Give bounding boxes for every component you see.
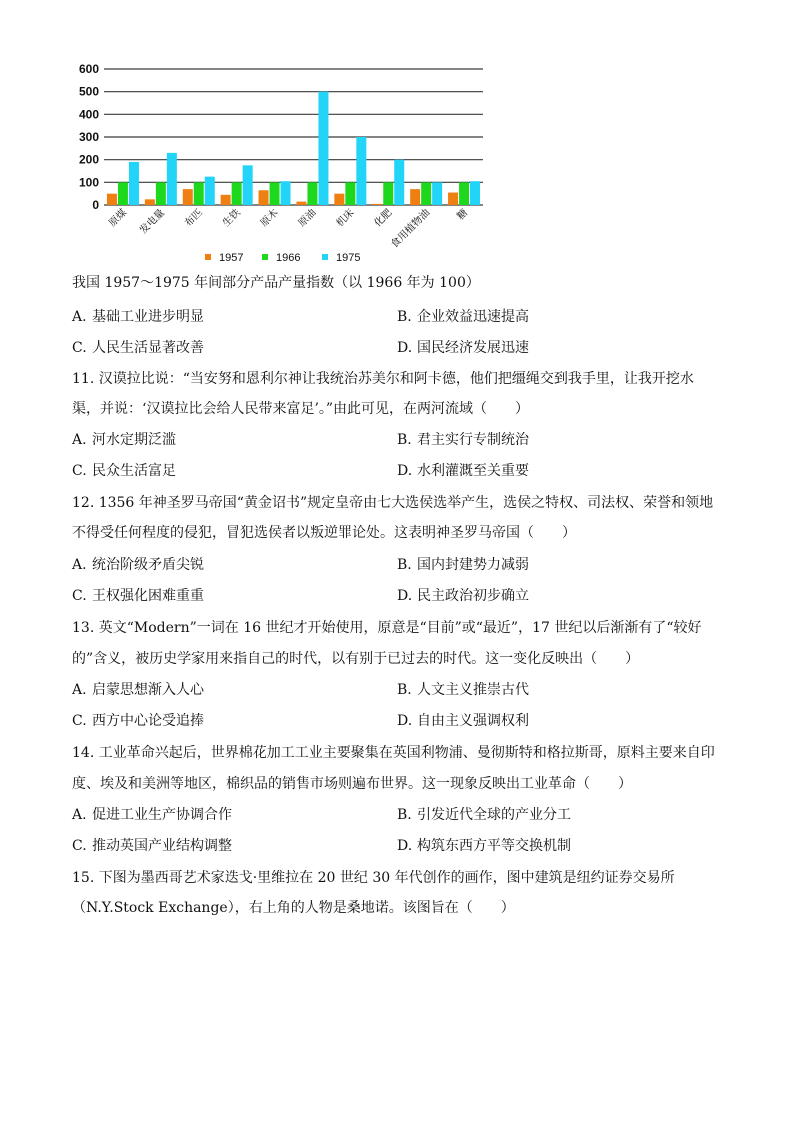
bar bbox=[232, 182, 242, 205]
option-label: B. bbox=[397, 682, 412, 698]
option-text: 启蒙思想渐入人心 bbox=[92, 682, 204, 698]
bar bbox=[459, 182, 469, 205]
q15-stem-line-2: （N.Y.Stock Exchange），右上角的人物是桑地诺。该图旨在（ ） bbox=[72, 900, 515, 916]
bar bbox=[432, 182, 442, 205]
legend-label: 1966 bbox=[276, 252, 301, 264]
chart-caption: 我国 1957～1975 年间部分产品产量指数（以 1966 年为 100） bbox=[72, 275, 480, 291]
option-text: 君主实行专制统治 bbox=[417, 432, 529, 448]
bar bbox=[345, 182, 355, 205]
option-label: C. bbox=[72, 838, 87, 854]
option-label: D. bbox=[397, 838, 413, 854]
x-tick-label: 原木 bbox=[258, 207, 281, 230]
y-tick-label: 0 bbox=[92, 198, 99, 212]
option-label: A. bbox=[72, 682, 87, 698]
option-text: 自由主义强调权利 bbox=[417, 713, 529, 729]
bar bbox=[281, 181, 291, 205]
option-text: 民众生活富足 bbox=[92, 463, 176, 479]
q11-option-c[interactable] bbox=[72, 461, 176, 481]
bar bbox=[394, 160, 404, 205]
option-text: 国民经济发展迅速 bbox=[417, 340, 529, 356]
bar bbox=[183, 189, 193, 205]
bar bbox=[259, 190, 269, 205]
option-label: A. bbox=[72, 432, 87, 448]
option-label: C. bbox=[72, 463, 87, 479]
bar bbox=[356, 137, 366, 205]
option-text: 人民生活显著改善 bbox=[92, 340, 204, 356]
q11-option-b[interactable] bbox=[397, 430, 529, 450]
option-text: 统治阶级矛盾尖锐 bbox=[92, 557, 204, 573]
x-tick-label: 原油 bbox=[296, 207, 319, 230]
bar bbox=[205, 177, 215, 205]
option-text: 基础工业进步明显 bbox=[92, 309, 204, 325]
option-text: 水利灌溉至关重要 bbox=[417, 463, 529, 479]
option-text: 企业效益迅速提高 bbox=[417, 309, 529, 325]
option-text: 人文主义推崇古代 bbox=[417, 682, 529, 698]
option-label: C. bbox=[72, 340, 87, 356]
option-label: A. bbox=[72, 557, 87, 573]
q14-option-a[interactable] bbox=[72, 805, 232, 825]
q14-option-c[interactable] bbox=[72, 836, 232, 856]
q13-option-b[interactable] bbox=[397, 680, 529, 700]
q11-stem-line-1: 11. 汉谟拉比说：“当安努和恩利尔神让我统治苏美尔和阿卡德，他们把缰绳交到我手里，让我开挖水 bbox=[72, 371, 694, 387]
q13-option-a[interactable] bbox=[72, 680, 204, 700]
bar bbox=[383, 182, 393, 205]
legend-swatch bbox=[322, 254, 328, 260]
bar bbox=[107, 194, 117, 205]
x-tick-label: 发电量 bbox=[137, 207, 167, 237]
bar bbox=[421, 182, 431, 205]
production-index-chart bbox=[60, 58, 500, 273]
bar bbox=[194, 182, 204, 205]
q14-option-b[interactable] bbox=[397, 805, 571, 825]
y-tick-label: 100 bbox=[78, 175, 99, 190]
option-label: D. bbox=[397, 463, 413, 479]
q14-stem-line-2: 度、埃及和美洲等地区，棉织品的销售市场则遍布世界。这一现象反映出工业革命（ ） bbox=[72, 776, 632, 792]
q10-option-a[interactable] bbox=[72, 307, 204, 327]
option-label: A. bbox=[72, 309, 87, 325]
q13-stem-line-1: 13. 英文“Modern”一词在 16 世纪才开始使用，原意是“目前”或“最近”，17 世纪以后渐渐有了“较好 bbox=[72, 620, 702, 636]
q13-option-c[interactable] bbox=[72, 711, 204, 731]
option-label: C. bbox=[72, 588, 87, 604]
y-tick-label: 200 bbox=[78, 152, 99, 167]
option-label: B. bbox=[397, 807, 412, 823]
option-text: 引发近代全球的产业分工 bbox=[417, 807, 571, 823]
q10-option-d[interactable] bbox=[397, 338, 529, 358]
q12-option-b[interactable] bbox=[397, 555, 529, 575]
legend-label: 1957 bbox=[219, 252, 244, 264]
option-label: D. bbox=[397, 340, 413, 356]
option-text: 西方中心论受追捧 bbox=[92, 713, 204, 729]
y-tick-label: 300 bbox=[78, 130, 99, 144]
q15-stem-line-1: 15. 下图为墨西哥艺术家迭戈·里维拉在 20 世纪 30 年代创作的画作，图中建筑是纽约证券交易所 bbox=[72, 870, 675, 886]
option-text: 构筑东西方平等交换机制 bbox=[417, 838, 571, 854]
option-label: B. bbox=[397, 309, 412, 325]
x-tick-label: 糖 bbox=[455, 207, 471, 223]
option-label: A. bbox=[72, 807, 87, 823]
y-tick-label: 500 bbox=[78, 84, 99, 99]
bar bbox=[372, 204, 382, 205]
bar bbox=[448, 193, 458, 205]
bar bbox=[167, 153, 177, 205]
x-tick-label: 化肥 bbox=[372, 207, 395, 230]
q14-stem-line-1: 14. 工业革命兴起后，世界棉花加工工业主要聚集在英国利物浦、曼彻斯特和格拉斯哥，原料主要来自印 bbox=[72, 745, 715, 761]
bar bbox=[156, 182, 166, 205]
q12-stem-line-1: 12. 1356 年神圣罗马帝国“黄金诏书”规定皇帝由七大选侯选举产生，选侯之特权、司法权、荣誉和领地 bbox=[72, 495, 714, 511]
bar bbox=[410, 189, 420, 205]
q13-stem-line-2: 的”含义，被历史学家用来指自己的时代，以有别于已过去的时代。这一变化反映出（ ） bbox=[72, 651, 640, 667]
option-text: 推动英国产业结构调整 bbox=[92, 838, 232, 854]
option-label: B. bbox=[397, 557, 412, 573]
option-label: D. bbox=[397, 713, 413, 729]
bar bbox=[318, 92, 328, 205]
y-tick-label: 600 bbox=[78, 62, 99, 76]
q12-option-c[interactable] bbox=[72, 586, 204, 606]
bar bbox=[129, 162, 139, 205]
q10-option-c[interactable] bbox=[72, 338, 204, 358]
option-text: 民主政治初步确立 bbox=[417, 588, 529, 604]
q11-option-d[interactable] bbox=[397, 461, 529, 481]
option-label: B. bbox=[397, 432, 412, 448]
bar bbox=[296, 202, 306, 205]
q11-stem-line-2: 渠，并说：‘汉谟拉比会给人民带来富足’。”由此可见，在两河流域（ ） bbox=[72, 401, 530, 417]
bar bbox=[145, 199, 155, 205]
option-text: 国内封建势力减弱 bbox=[417, 557, 529, 573]
bar bbox=[118, 182, 128, 205]
bar bbox=[334, 194, 344, 205]
x-tick-label: 原煤 bbox=[107, 207, 130, 230]
x-tick-label: 布匹 bbox=[182, 207, 205, 230]
bar bbox=[470, 181, 480, 205]
q12-stem-line-2: 不得受任何程度的侵犯，冒犯选侯者以叛逆罪论处。这表明神圣罗马帝国（ ） bbox=[72, 525, 576, 541]
y-tick-label: 400 bbox=[78, 107, 99, 122]
option-text: 促进工业生产协调合作 bbox=[92, 807, 232, 823]
option-label: C. bbox=[72, 713, 87, 729]
x-tick-label: 生铁 bbox=[220, 207, 243, 230]
x-tick-label: 食用植物油 bbox=[389, 207, 433, 251]
bar bbox=[243, 165, 253, 205]
q10-option-b[interactable] bbox=[397, 307, 529, 327]
bar bbox=[307, 182, 317, 205]
q11-option-a[interactable] bbox=[72, 430, 176, 450]
q12-option-a[interactable] bbox=[72, 555, 204, 575]
option-label: D. bbox=[397, 588, 413, 604]
legend-swatch bbox=[205, 254, 211, 260]
option-text: 河水定期泛滥 bbox=[92, 432, 176, 448]
legend-label: 1975 bbox=[336, 252, 361, 264]
option-text: 王权强化困难重重 bbox=[92, 588, 204, 604]
q12-option-d[interactable] bbox=[397, 586, 529, 606]
legend-swatch bbox=[262, 254, 268, 260]
q13-option-d[interactable] bbox=[397, 711, 529, 731]
bar bbox=[270, 182, 280, 205]
bar bbox=[221, 195, 231, 205]
x-tick-label: 机床 bbox=[334, 207, 357, 230]
q14-option-d[interactable] bbox=[397, 836, 571, 856]
